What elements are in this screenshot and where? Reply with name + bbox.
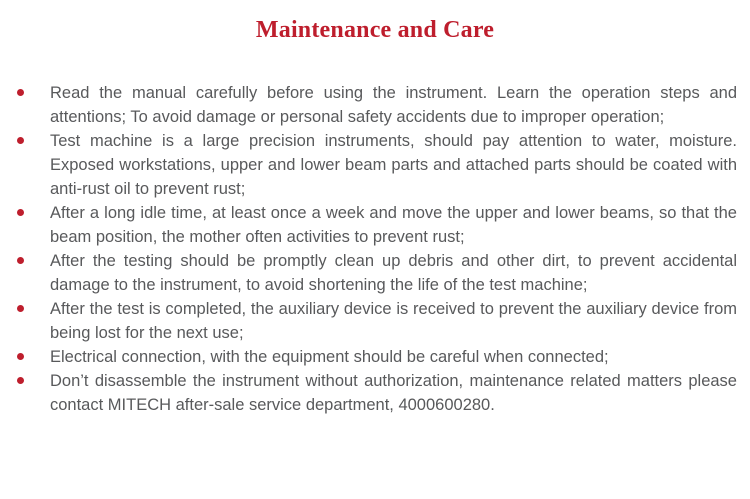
bullet-icon bbox=[17, 89, 24, 96]
page-title: Maintenance and Care bbox=[255, 17, 495, 43]
list-item-text: Read the manual carefully before using the instrument. Learn the operation steps and attentions; To avoid damage or personal safety accidents due to improper operation; bbox=[50, 84, 737, 126]
list-item-text: After the testing should be promptly clean up debris and other dirt, to prevent accidental damage to the instrument, to avoid shortening the life of the test machine; bbox=[50, 252, 737, 294]
bullet-list bbox=[0, 81, 750, 417]
list-item-text: Electrical connection, with the equipment should be careful when connected; bbox=[50, 348, 609, 366]
list-item-text: After a long idle time, at least once a week and move the upper and lower beams, so that the beam position, the mother often activities to prevent rust; bbox=[50, 204, 737, 246]
list-item bbox=[0, 297, 750, 345]
list-item bbox=[0, 81, 750, 129]
list-item-text: After the test is completed, the auxiliary device is received to prevent the auxiliary device from being lost for the next use; bbox=[50, 300, 737, 342]
bullet-icon bbox=[17, 137, 24, 144]
list-item bbox=[0, 369, 750, 417]
list-item-text: Test machine is a large precision instruments, should pay attention to water, moisture. Exposed workstations, upper and lower beam parts and attached parts should be coated with anti-rust oil to prevent rust; bbox=[50, 132, 737, 198]
bullet-icon bbox=[17, 377, 24, 384]
list-item bbox=[0, 201, 750, 249]
list-item bbox=[0, 129, 750, 201]
bullet-icon bbox=[17, 353, 24, 360]
list-item bbox=[0, 345, 750, 369]
bullet-icon bbox=[17, 257, 24, 264]
list-item-text: Don’t disassemble the instrument without authorization, maintenance related matters please contact MITECH after-sale service department, 4000600280. bbox=[50, 372, 737, 414]
bullet-icon bbox=[17, 305, 24, 312]
list-item bbox=[0, 249, 750, 297]
bullet-icon bbox=[17, 209, 24, 216]
